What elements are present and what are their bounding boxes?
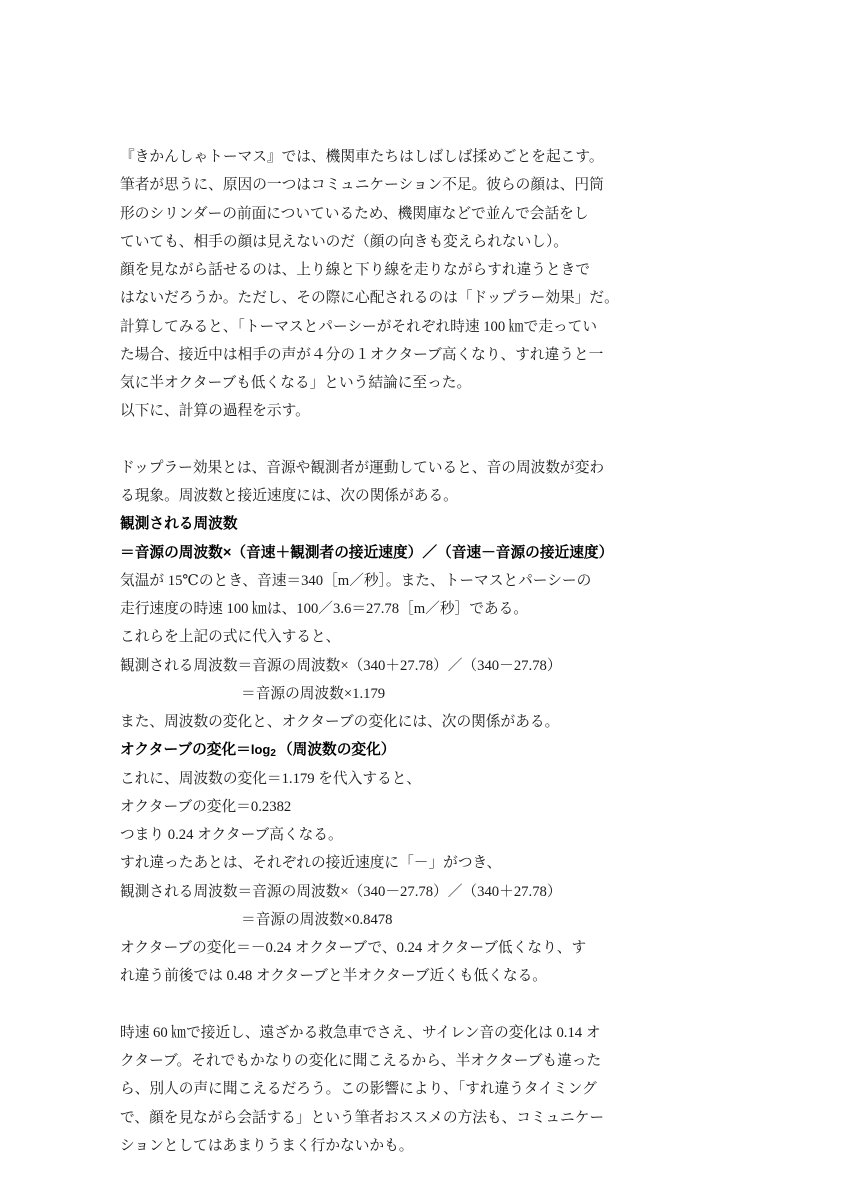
blank-line: [120, 991, 720, 1019]
conclusion-line: 時速 60 ㎞で接近し、遠ざかる救急車でさえ、サイレン音の変化は 0.14 オ: [120, 1024, 601, 1041]
approach-step-line: すれ違ったあとは、それぞれの接近速度に「－」がつき、: [120, 855, 502, 872]
conclusion-line: で、顔を見ながら会話する」という筆者おススメの方法も、コミュニケー: [120, 1109, 605, 1126]
definition-line: ドップラー効果とは、音源や観測者が運動していると、音の周波数が変わ: [120, 459, 605, 476]
conclusion-line: クターブ。それでもかなりの変化に聞こえるから、半オクターブも違った: [120, 1053, 602, 1069]
condition-line: これらを上記の式に代入すると、: [120, 629, 341, 646]
document-body: [120, 143, 720, 1160]
recede-result: ＝音源の周波数×0.8478: [241, 911, 393, 928]
octave-formula-prefix: オクターブの変化＝: [120, 742, 251, 759]
intro-line: 形のシリンダーの前面についているため、機関庫などで並んで会話をし: [120, 205, 589, 222]
intro-line: 筆者が思うに、原因の一つはコミュニケーション不足。彼らの顔は、円筒: [120, 177, 604, 194]
intro-line: 以下に、計算の過程を示す。: [120, 403, 310, 420]
recede-equation: 観測される周波数＝音源の周波数×（340－27.78）／（340＋27.78）: [120, 883, 562, 900]
approach-step-line: オクターブの変化＝0.2382: [120, 798, 292, 815]
intro-line: はないだろうか。ただし、その際に心配されるのは「ドップラー効果」だ。: [120, 290, 619, 307]
intro-line: 『きかんしゃトーマス』では、機関車たちはしばしば揉めごとを起こす。: [120, 149, 604, 165]
approach-step-line: つまり 0.24 オクターブ高くなる。: [120, 827, 343, 843]
log-base: 2: [270, 748, 276, 760]
approach-equation: 観測される周波数＝音源の周波数×（340＋27.78）／（340－27.78）: [120, 657, 562, 674]
conclusion-line: ら、別人の声に聞こえるだろう。この影響により、「すれ違うタイミング: [120, 1081, 597, 1098]
condition-line: 走行速度の時速 100 ㎞は、100／3.6＝27.78［m／秒］である。: [120, 601, 528, 617]
definition-line: る現象。周波数と接近速度には、次の関係がある。: [120, 488, 458, 504]
intro-line: ていても、相手の顔は見えないのだ（顔の向きも変えられないし）。: [120, 233, 568, 250]
octave-relation-line: また、周波数の変化と、オクターブの変化には、次の関係がある。: [120, 714, 560, 730]
formula-label: 観測される周波数: [120, 516, 238, 533]
conclusion-line: ションとしてはあまりうまく行かないかも。: [120, 1137, 414, 1154]
intro-line: 気に半オクターブも低くなる」という結論に至った。: [120, 375, 472, 391]
recede-conclusion-line: オクターブの変化＝－0.24 オクターブで、0.24 オクターブ低くなり、す: [120, 940, 587, 956]
intro-line: 顔を見ながら話せるのは、上り線と下り線を走りながらすれ違うときで: [120, 262, 591, 278]
intro-line: 計算してみると、「トーマスとパーシーがそれぞれ時速 100 ㎞で走ってい: [120, 318, 598, 335]
blank-line: [120, 426, 720, 454]
intro-line: た場合、接近中は相手の声が４分の１オクターブ高くなり、すれ違うと一: [120, 346, 604, 363]
log-function: log: [250, 742, 271, 758]
octave-formula-argument: （周波数の変化）: [277, 742, 396, 759]
approach-step-line: これに、周波数の変化＝1.179 を代入すると、: [120, 770, 422, 787]
condition-line: 気温が 15℃のとき、音速＝340［m／秒］。また、トーマスとパーシーの: [120, 572, 592, 589]
recede-conclusion-line: れ違う前後では 0.48 オクターブと半オクターブ近くも低くなる。: [120, 968, 547, 985]
octave-formula: [120, 736, 720, 764]
approach-result: ＝音源の周波数×1.179: [241, 685, 386, 702]
doppler-formula: ＝音源の周波数×（音速＋観測者の接近速度）／（音速－音源の接近速度）: [120, 544, 614, 561]
